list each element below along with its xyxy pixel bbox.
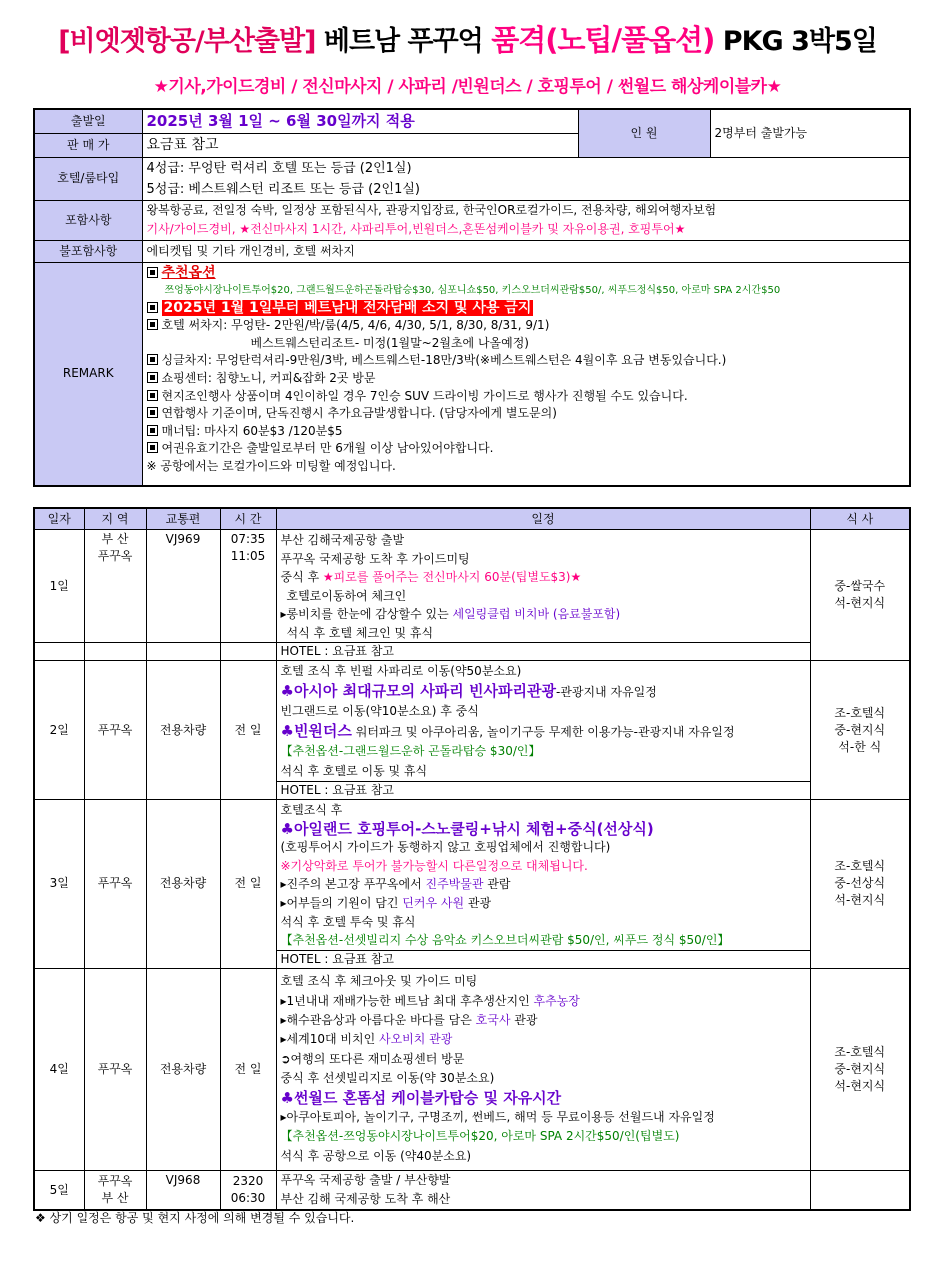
hotel-line-5star: 5성급: 베스트웨스턴 리조트 또는 등급 (2인1실) xyxy=(146,181,420,197)
itinerary-line: -관광지내 자유일정 xyxy=(555,684,657,699)
itinerary-line: 부산 김해 국제공항 도착 후 해산 xyxy=(280,1192,451,1206)
itinerary-line: ▸아쿠아토피아, 놀이기구, 구명조끼, 썬베드, 해먹 등 무료이용등 선월드내 자유일정 xyxy=(280,1110,715,1125)
title-destination: 베트남 푸꾸억 xyxy=(323,26,483,57)
table-row xyxy=(34,800,910,951)
itinerary-line: 석식 후 호텔 체크인 및 휴식 xyxy=(286,625,434,640)
meal-cell: 중-현지식 xyxy=(834,1061,886,1076)
meal-cell: 석-현지식 xyxy=(834,893,886,908)
remark-item: 매너팁: 마사지 60분$3 /120분$5 xyxy=(161,423,343,438)
itinerary-highlight: ♣썬월드 혼똠섬 케이블카탑승 및 자유시간 xyxy=(280,1088,562,1107)
itinerary-line: 빈그랜드로 이동(약10분소요) 후 중식 xyxy=(280,704,479,718)
square-bullet-icon xyxy=(147,442,158,453)
meal-cell: 중-쌀국수 xyxy=(834,579,886,593)
meal-cell: 석-현지식 xyxy=(834,596,886,610)
header-transport: 교통편 xyxy=(146,508,220,530)
region-cell: 푸꾸옥 xyxy=(84,968,146,1170)
meal-cell: 석-현지식 xyxy=(834,1078,886,1093)
itinerary-line: 관람 xyxy=(483,877,511,892)
itinerary-line: 호텔 조식 후 체크아웃 및 가이드 미팅 xyxy=(280,974,478,989)
square-bullet-icon xyxy=(147,425,158,436)
people-label: 인 원 xyxy=(578,109,710,157)
itinerary-line: 석식 후 호텔로 이동 및 휴식 xyxy=(280,763,428,778)
itinerary-line: ▸세계10대 비치인 xyxy=(280,1032,379,1047)
itinerary-option: 【추천옵션-선셋빌리지 수상 음악쇼 키스오브더씨관람 $50/인, 씨푸드 정식 $50/인】 xyxy=(280,933,730,948)
remark-item: 싱글차지: 무엉탄럭셔리-9만원/3박, 베스트웨스턴-18만/3박(※베스트웨스턴은 4월이후 요금 변동있습니다.) xyxy=(161,353,727,368)
square-bullet-icon xyxy=(147,354,158,365)
title-grade: 품격(노팁/풀옵션) xyxy=(491,23,715,57)
itinerary-line: ▸롱비치를 한눈에 감상할수 있는 xyxy=(280,607,453,621)
table-row xyxy=(34,1170,910,1210)
meal-cell: 중-선상식 xyxy=(834,876,886,891)
transport-cell: 전용차량 xyxy=(146,800,220,969)
remark-item: 베스트웨스턴리조트- 미정(1월말~2월초에 나올예정) xyxy=(250,335,529,350)
transport-cell: 전용차량 xyxy=(146,661,220,800)
itinerary-line: 호텔로이동하여 체크인 xyxy=(286,588,407,603)
title-airline: [비엣젯항공/부산출발] xyxy=(58,26,316,57)
meal-cell: 조-호텔식 xyxy=(834,705,886,720)
square-bullet-icon xyxy=(147,319,158,330)
itinerary-line: 푸꾸옥 국제공항 출발 / 부산향발 xyxy=(280,1173,451,1187)
itinerary-highlight: 사오비치 관광 xyxy=(378,1032,453,1047)
remark-label: REMARK xyxy=(34,262,142,486)
itinerary-highlight: 딘커우 사원 xyxy=(402,895,465,910)
day-cell: 3일 xyxy=(34,800,84,969)
remark-option-title: 추천옵션 xyxy=(161,264,216,281)
time-cell: 11:05 xyxy=(230,549,266,563)
itinerary-line: 워터파크 및 아쿠아리움, 놀이기구등 무제한 이용가능-관광지내 자유일정 xyxy=(351,724,735,739)
meal-cell: 석-한 식 xyxy=(838,739,882,754)
region-cell: 부 산 xyxy=(101,532,129,546)
time-cell: 전 일 xyxy=(220,968,276,1170)
remark-option-list: 쯔엉동야시장나이트투어$20, 그랜드월드운하곤돌라탑승$30, 심포니쇼$50, 키스오브더씨관람$50/, 씨푸드정식$50, 아로마 SPA 2시간$50 xyxy=(164,285,781,297)
day-cell: 1일 xyxy=(34,530,84,643)
footnote: ❖ 상기 일정은 항공 및 현지 사정에 의해 변경될 수 있습니다. xyxy=(35,1211,355,1225)
itinerary-line: ▸1년내내 재배가능한 베트남 최대 후추생산지인 xyxy=(280,993,534,1008)
day-cell: 4일 xyxy=(34,968,84,1170)
exclude-label: 불포함사항 xyxy=(34,240,142,262)
itinerary-line: ➲여행의 또다른 재미쇼핑센터 방문 xyxy=(280,1051,465,1066)
itinerary-line: (호핑투어시 가이드가 동행하지 않고 호핑업체에서 진행합니다) xyxy=(280,840,611,855)
page-subtitle: ★기사,가이드경비 / 전신마사지 / 사파리 /빈원더스 / 호핑투어 / 썬월드 해상케이블카★ xyxy=(153,77,782,97)
title-package: PKG 3박5일 xyxy=(722,26,877,57)
transport-cell: 전용차량 xyxy=(146,968,220,1170)
remark-item: 연합행사 기준이며, 단독진행시 추가요금발생합니다. (담당자에게 별도문의) xyxy=(161,406,557,421)
itinerary-line: ▸어부들의 기원이 담긴 xyxy=(280,895,403,910)
hotel-line-4star: 4성급: 무엉탄 럭셔리 호텔 또는 등급 (2인1실) xyxy=(146,160,412,176)
time-cell: 전 일 xyxy=(220,661,276,800)
header-meal: 식 사 xyxy=(810,508,910,530)
itinerary-highlight: 진주박물관 xyxy=(425,877,484,892)
header-day: 일자 xyxy=(34,508,84,530)
square-bullet-icon xyxy=(147,390,158,401)
itinerary-line: 관광 xyxy=(464,895,492,910)
hotel-line: HOTEL : 요금표 참고 xyxy=(276,782,810,800)
itinerary-line: 푸꾸옥 국제공항 도착 후 가이드미팅 xyxy=(280,551,470,566)
time-cell: 2320 xyxy=(232,1174,264,1188)
hotel-line: HOTEL : 요금표 참고 xyxy=(276,950,810,968)
table-row xyxy=(34,968,910,1170)
hotel-label: 호텔/룸타입 xyxy=(34,157,142,200)
itinerary-highlight: 후추농장 xyxy=(533,993,580,1008)
remark-item: 여권유효기간은 출발일로부터 만 6개월 이상 남아있어야합니다. xyxy=(161,441,494,456)
transport-cell: VJ969 xyxy=(146,530,220,643)
square-bullet-icon xyxy=(147,302,158,313)
remark-banner: 2025년 1월 1일부터 베트남내 전자담배 소지 및 사용 금지 xyxy=(163,299,532,316)
itinerary-highlight: ★피로를 풀어주는 전신마사지 60분(팁별도$3)★ xyxy=(322,570,582,584)
meal-cell: 조-호텔식 xyxy=(834,859,886,874)
remark-item: 현지조인행사 상품이며 4인이하일 경우 7인승 SUV 드라이빙 가이드로 행사가 진행될 수도 있습니다. xyxy=(161,388,688,403)
region-cell: 푸꾸옥 xyxy=(97,549,133,563)
region-cell: 푸꾸옥 xyxy=(84,800,146,969)
region-cell: 부 산 xyxy=(101,1191,129,1205)
time-cell: 전 일 xyxy=(220,800,276,969)
meal-cell: 중-현지식 xyxy=(834,722,886,737)
hotel-line: HOTEL : 요금표 참고 xyxy=(276,643,810,661)
header-itinerary: 일정 xyxy=(276,508,810,530)
include-label: 포함사항 xyxy=(34,200,142,240)
remark-item: 쇼핑센터: 침향노니, 커피&잡화 2곳 방문 xyxy=(161,371,376,386)
time-cell: 07:35 xyxy=(230,532,266,546)
header-time: 시 간 xyxy=(220,508,276,530)
header-region: 지 역 xyxy=(84,508,146,530)
itinerary-warning: ※기상악화로 투어가 불가능할시 다른일정으로 대체됩니다. xyxy=(280,858,588,873)
square-bullet-icon xyxy=(147,372,158,383)
time-cell: 06:30 xyxy=(230,1191,266,1205)
itinerary-line: 중식 후 선셋빌리지로 이동(약 30분소요) xyxy=(280,1071,495,1086)
remark-item: ※ 공항에서는 로컬가이드와 미팅할 예정입니다. xyxy=(146,459,396,474)
remark-item: 호텔 써차지: 무엉탄- 2만원/박/룸(4/5, 4/6, 4/30, 5/1, 8/30, 8/31, 9/1) xyxy=(161,318,550,333)
day-cell: 2일 xyxy=(34,661,84,800)
info-table xyxy=(33,108,911,487)
itinerary-line: 부산 김해국제공항 출발 xyxy=(280,533,405,547)
day-cell: 5일 xyxy=(34,1170,84,1210)
people-value: 2명부터 출발가능 xyxy=(710,109,910,157)
transport-cell: VJ968 xyxy=(146,1170,220,1210)
itinerary-highlight: ♣아시아 최대규모의 사파리 빈사파리관광 xyxy=(280,681,556,700)
table-row xyxy=(34,661,910,782)
itinerary-option: 【추천옵션-그랜드월드운하 곤돌라탑승 $30/인】 xyxy=(280,744,541,758)
square-bullet-icon xyxy=(147,267,158,278)
itinerary-option: 【추천옵션-쯔엉동야시장나이트투어$20, 아로마 SPA 2시간$50/인(팁별도) xyxy=(280,1129,680,1144)
departure-value: 2025년 3월 1일 ~ 6월 30일까지 적용 xyxy=(142,109,578,133)
itinerary-highlight: 세일링클럽 비치바 (음료불포함) xyxy=(452,607,621,621)
region-cell: 푸꾸옥 xyxy=(84,661,146,800)
remark-content xyxy=(142,262,910,486)
include-line-1: 왕복항공료, 전일정 숙박, 일정상 포함된식사, 관광지입장료, 한국인OR로컬가이드, 전용차량, 해외여행자보험 xyxy=(146,203,717,217)
itinerary-line: 관광 xyxy=(510,1013,538,1028)
itinerary-highlight: 호국사 xyxy=(475,1013,511,1028)
itinerary-highlight: ♣아일랜드 호핑투어-스노쿨링+낚시 체험+중식(선상식) xyxy=(280,819,654,838)
itinerary-highlight: ♣빈원더스 xyxy=(280,721,352,740)
itinerary-line: ▸해수관음상과 아름다운 바다를 담은 xyxy=(280,1013,476,1028)
price-value: 요금표 참고 xyxy=(142,133,578,157)
meal-cell: 조-호텔식 xyxy=(834,1044,886,1059)
schedule-table xyxy=(33,507,911,1211)
page-title xyxy=(0,18,935,59)
table-row xyxy=(34,530,910,643)
itinerary-line: 호텔 조식 후 빈펄 사파리로 이동(약50분소요) xyxy=(280,664,522,678)
region-cell: 푸꾸옥 xyxy=(97,1174,133,1188)
departure-label: 출발일 xyxy=(34,109,142,133)
itinerary-line: 중식 후 xyxy=(280,570,323,584)
include-line-2: 기사/가이드경비, ★전신마사지 1시간, 사파리투어,빈원더스,혼똔섬케이블카 및 자유이용권, 호핑투어★ xyxy=(146,222,686,236)
price-label: 판 매 가 xyxy=(34,133,142,157)
itinerary-line: 석식 후 호텔 투숙 및 휴식 xyxy=(280,914,416,929)
itinerary-line: ▸진주의 본고장 푸꾸옥에서 xyxy=(280,877,426,892)
exclude-value: 에티켓팁 및 기타 개인경비, 호텔 써차지 xyxy=(142,240,910,262)
itinerary-line: 호텔조식 후 xyxy=(280,803,343,817)
itinerary-line: 석식 후 공항으로 이동 (약40분소요) xyxy=(280,1148,472,1163)
square-bullet-icon xyxy=(147,407,158,418)
